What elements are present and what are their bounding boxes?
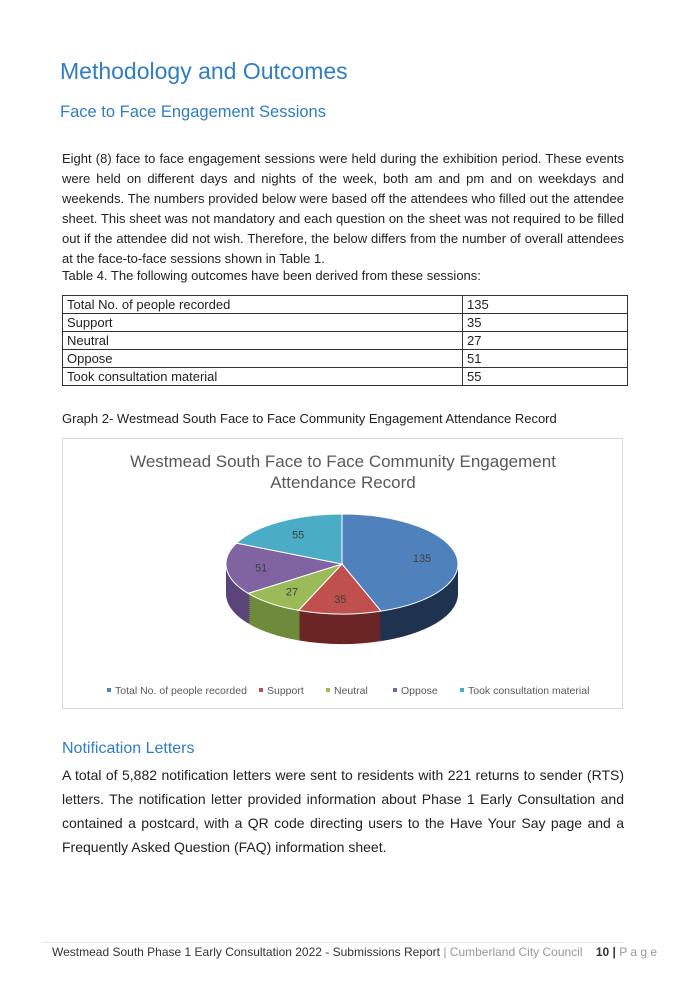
data-label: 35 <box>334 593 347 606</box>
data-label: 55 <box>292 529 305 542</box>
page-number: 10 <box>595 945 610 959</box>
graph-caption: Graph 2- Westmead South Face to Face Community Engagement Attendance Record <box>62 411 557 426</box>
table-row <box>63 368 628 386</box>
section-heading: Face to Face Engagement Sessions <box>60 103 326 121</box>
notification-letters-heading: Notification Letters <box>62 740 195 757</box>
row-label: Oppose <box>63 350 463 368</box>
legend-marker <box>259 688 263 692</box>
legend-label: Total No. of people recorded <box>115 685 247 697</box>
table-row <box>63 350 628 368</box>
table-caption: Table 4. The following outcomes have been derived from these sessions: <box>62 268 481 283</box>
row-label: Took consultation material <box>63 368 463 386</box>
outcomes-table <box>62 295 628 386</box>
intro-paragraph: Eight (8) face to face engagement sessions were held during the exhibition period. These events were held on different days and nights of the week, both am and pm and on weekdays and weekends. The numbers provided below were based off the attendees who filled out the attendee sheet. This sheet was not mandatory and each question on the sheet was not required to be filled out if the attendee did not wish. Therefore, the below differs from the number of overall attendees at the face-to-face sessions shown in Table 1. <box>62 151 624 266</box>
row-label: Neutral <box>63 332 463 350</box>
data-label: 135 <box>412 553 432 566</box>
table-row <box>63 332 628 350</box>
row-value: 51 <box>463 350 628 368</box>
row-label: Total No. of people recorded <box>63 296 463 314</box>
notification-letters-paragraph: A total of 5,882 notification letters were sent to residents with 221 returns to sender (RTS) letters. The notification letter provided information about Phase 1 Early Consultation and contained a postcard, with a QR code directing users to the Have Your Say page and a Frequently Asked Question (FAQ) information sheet. <box>62 767 624 855</box>
row-value: 27 <box>463 332 628 350</box>
legend-marker <box>326 688 330 692</box>
data-label: 51 <box>255 562 268 575</box>
page-title: Methodology and Outcomes <box>60 58 348 84</box>
pie-chart-svg <box>63 439 624 710</box>
footer-report-title: Westmead South Phase 1 Early Consultation 2022 - Submissions Report <box>52 945 440 959</box>
data-label: 27 <box>285 586 299 599</box>
row-label: Support <box>63 314 463 332</box>
row-value: 35 <box>463 314 628 332</box>
footer: Westmead South Phase 1 Early Consultation 2022 - Submissions Report | Cumberland City Council 10 | P a g e <box>52 945 658 959</box>
chart-title-line1: Westmead South Face to Face Community Engagement <box>130 452 556 471</box>
legend-marker <box>107 688 111 692</box>
page-word: P a g e <box>619 945 658 959</box>
row-value: 55 <box>463 368 628 386</box>
footer-org: Cumberland City Council <box>449 945 583 959</box>
legend-marker <box>393 688 397 692</box>
table-row <box>63 314 628 332</box>
legend-label: Took consultation material <box>468 685 590 697</box>
legend-label: Support <box>267 685 304 697</box>
table-row <box>63 296 628 314</box>
row-value: 135 <box>463 296 628 314</box>
legend-label: Neutral <box>334 685 368 697</box>
chart-title-line2: Attendance Record <box>270 473 416 492</box>
legend-marker <box>460 688 464 692</box>
pie-chart <box>62 438 623 709</box>
legend-label: Oppose <box>401 685 438 697</box>
footer-divider <box>42 942 624 943</box>
